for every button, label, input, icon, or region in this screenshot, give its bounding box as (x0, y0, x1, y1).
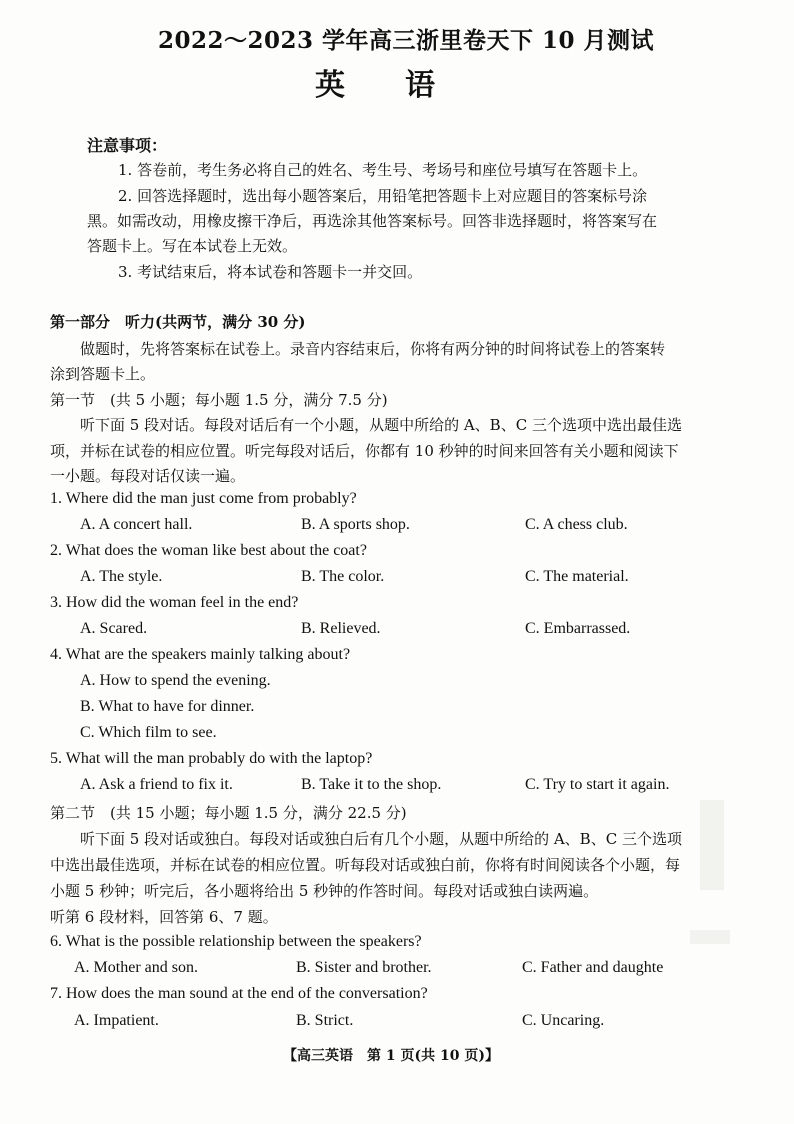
question-4-stem: 4. What are the speakers mainly talking about? (50, 646, 351, 663)
question-5-option-b: B. Take it to the shop. (301, 776, 442, 793)
question-5-option-c: C. Try to start it again. (525, 776, 670, 793)
question-3-option-c: C. Embarrassed. (525, 620, 631, 637)
question-6-option-c: C. Father and daughte (522, 959, 664, 976)
question-4-option-a: A. How to spend the evening. (80, 672, 271, 689)
question-2-option-c: C. The material. (525, 568, 629, 585)
question-2-option-a: A. The style. (80, 568, 163, 585)
question-7-stem: 7. How does the man sound at the end of the conversation? (50, 985, 428, 1002)
question-1-option-b: B. A sports shop. (301, 516, 410, 533)
question-4-option-c: C. Which film to see. (80, 724, 217, 741)
notice-item-3: 3. 考试结束后，将本试卷和答题卡一并交回。 (118, 263, 423, 281)
question-3-option-a: A. Scared. (80, 620, 148, 637)
question-3-option-b: B. Relieved. (301, 620, 381, 637)
question-6-stem: 6. What is the possible relationship between the speakers? (50, 933, 422, 950)
part1-intro-line-2: 涂到答题卡上。 (50, 365, 156, 383)
notice-item-2-line-1: 2. 回答选择题时，选出每小题答案后，用铅笔把答题卡上对应题目的答案标号涂 (118, 187, 648, 205)
section2-intro-line-3: 小题 5 秒钟；听完后，各小题将给出 5 秒钟的作答时间。每段对话或独白读两遍。 (50, 882, 599, 900)
page-footer: 【高三英语 第 1 页(共 10 页)】 (283, 1048, 499, 1064)
notice-item-2-line-3: 答题卡上。写在本试卷上无效。 (87, 237, 298, 255)
section1-intro-line-3: 一小题。每段对话仅读一遍。 (50, 467, 246, 485)
notice-item-2-line-2: 黑。如需改动，用橡皮擦干净后，再选涂其他答案标号。回答非选择题时，将答案写在 (87, 212, 658, 230)
question-3-stem: 3. How did the woman feel in the end? (50, 594, 299, 611)
notice-heading: 注意事项： (87, 136, 168, 155)
question-6-option-a: A. Mother and son. (74, 959, 198, 976)
section2-intro-line-2: 中选出最佳选项，并标在试卷的相应位置。听每段对话或独白前，你将有时间阅读各个小题，每 (50, 856, 681, 874)
question-7-option-c: C. Uncaring. (522, 1012, 605, 1029)
section1-intro-line-2: 项，并标在试卷的相应位置。听完每段对话后，你都有 10 秒钟的时间来回答有关小题和阅读下 (50, 442, 679, 460)
question-5-stem: 5. What will the man probably do with the laptop? (50, 750, 373, 767)
subject-title: 英 语 (315, 68, 435, 103)
question-7-option-b: B. Strict. (296, 1012, 354, 1029)
section2-intro-line-1: 听下面 5 段对话或独白。每段对话或独白后有几个小题，从题中所给的 A、B、C 三个选项 (80, 830, 682, 848)
notice-item-1: 1. 答卷前，考生务必将自己的姓名、考生号、考场号和座位号填写在答题卡上。 (118, 161, 648, 179)
question-4-option-b: B. What to have for dinner. (80, 698, 255, 715)
scan-artifact (700, 800, 724, 890)
question-1-stem: 1. Where did the man just come from probably? (50, 490, 357, 507)
question-7-option-a: A. Impatient. (74, 1012, 159, 1029)
question-5-option-a: A. Ask a friend to fix it. (80, 776, 233, 793)
material-6-instruction: 听第 6 段材料，回答第 6、7 题。 (50, 908, 278, 926)
question-6-option-b: B. Sister and brother. (296, 959, 432, 976)
question-2-option-b: B. The color. (301, 568, 385, 585)
question-1-option-a: A. A concert hall. (80, 516, 193, 533)
section1-heading: 第一节 (共 5 小题；每小题 1.5 分，满分 7.5 分) (50, 391, 388, 409)
part1-heading: 第一部分 听力(共两节，满分 30 分) (50, 313, 306, 331)
scan-artifact (690, 930, 730, 944)
exam-title: 2022～2023 学年高三浙里卷天下 10 月测试 (158, 27, 655, 54)
section2-heading: 第二节 (共 15 小题；每小题 1.5 分，满分 22.5 分) (50, 804, 407, 822)
question-1-option-c: C. A chess club. (525, 516, 628, 533)
section1-intro-line-1: 听下面 5 段对话。每段对话后有一个小题，从题中所给的 A、B、C 三个选项中选出最佳选 (80, 416, 682, 434)
part1-intro-line-1: 做题时，先将答案标在试卷上。录音内容结束后，你将有两分钟的时间将试卷上的答案转 (80, 340, 666, 358)
question-2-stem: 2. What does the woman like best about the coat? (50, 542, 367, 559)
